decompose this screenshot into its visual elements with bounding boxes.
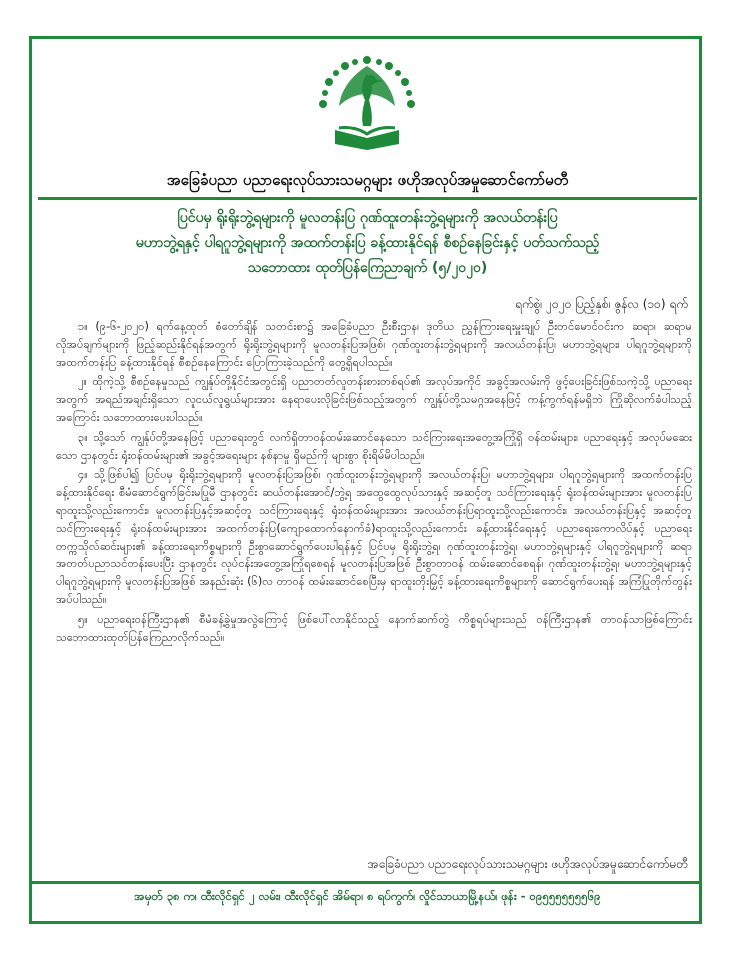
paragraph-1: ၁။ (၉-၆-၂၀၂၀) ရက်နေ့ထုတ် စံတော်ချိန် သတင်းစာ၌ အခြေခံပညာ ဦးစီးဌာန၊ ဒုတိယ ညွှန်ကြားရေးမှူးချုပ် ဦးတင်မောင်ဝင်းက ဆရာ၊ ဆရာမ လိုအပ်ချက်များကို ဖြည့်ဆည်းနိုင်ရန်အတွက် ရိုးရိုးဘွဲ့ရများကို မူလတန်းပြအဖြစ်၊ ဂုဏ်ထူးတန်းဘွဲ့ရများကို အလယ်တန်းပြ၊ မဟာဘွဲ့ရများ၊ ပါရဂူဘွဲ့ရများကို အထက်တန်းပြ ခန့်ထားနိုင်ရန် စီစဉ်နေကြောင်း ပြောကြားခဲ့သည်ကို တွေ့ရှိရပါသည်။ [56, 320, 692, 369]
title-line-2: မဟာဘွဲ့ရနှင့် ပါရဂူဘွဲ့ရများကို အထက်တန်းပြ ခန့်ထားနိုင်ရန် စီစဉ်နေခြင်းနှင့် ပတ်သက်သည့် [135, 235, 600, 251]
footer-divider [29, 881, 702, 884]
peacock-book-emblem-icon [311, 46, 423, 158]
title-line-3: သဘောထား ထုတ်ပြန်ကြေညာချက် (၅/၂၀၂၀) [247, 260, 488, 276]
paragraph-2: ၂။ ထိုကဲ့သို့ စီစဉ်နေမှုသည် ကျွန်ုပ်တို့နိုင်ငံအတွင်းရှိ ပညာတတ်လူတန်းစားတစ်ရပ်၏ အလုပ်အကိုင် အခွင့်အလမ်းကို ဖွင့်ပေးခြင်းဖြစ်သကဲ့သို့ ပညာရေးအတွက် အရည်အချင်းရှိသော လူငယ်လူရွယ်များအား နေရာပေးလိုခြင်းဖြစ်သည့်အတွက် ကျွန်ုပ်တို့သမဂ္ဂအနေဖြင့် ကန့်ကွက်ရန်မရှိဘဲ ကြိုဆိုလက်ခံပါသည့်အကြောင်း သဘောထားပေးပါသည်။ [56, 375, 692, 424]
paragraph-3: ၃။ သို့သော် ကျွန်ုပ်တို့အနေဖြင့် ပညာရေးတွင် လက်ရှိတာဝန်ထမ်းဆောင်နေသော သင်ကြားရေးအတွေ့အကြုံရှိ ဝန်ထမ်းများ၊ ပညာရေးနှင့် အလုပ်မဆေးသော ဌာနတွင်း ရုံးဝန်ထမ်းများ၏ အခွင့်အရေးများ နစ်နာမှု ရှိမည်ကို များစွာ စိုးရိမ်မိပါသည်။ [56, 430, 692, 462]
paragraph-5: ၅။ ပညာရေးဝန်ကြီးဌာန၏ စီမံခန့်ခွဲမှုအလွဲကြောင့် ဖြစ်ပေါ်လာနိုင်သည့် နောက်ဆက်တွဲ ကိစ္စရပ်များသည် ဝန်ကြီးဌာန၏ တာဝန်သာဖြစ်ကြောင်း သဘောထားထုတ်ပြန်ကြေညာလိုက်သည်။ [56, 612, 692, 644]
statement-date: ရက်စွဲ၊ ၂၀၂၀ ပြည့်နှစ်၊ ဇွန်လ (၁၀) ရက် [514, 297, 688, 311]
header-divider [38, 197, 697, 200]
title-line-1: ပြင်ပမှ ရိုးရိုးဘွဲ့ရများကို မူလတန်းပြ ဂုဏ်ထူးတန်းဘွဲ့ရများကို အလယ်တန်းပြ [177, 210, 558, 226]
statement-body [56, 318, 692, 648]
signature-organization: အခြေခံပညာ ပညာရေးလုပ်သားသမဂ္ဂများ ဖဟိုအလုပ်အမှုဆောင်ကော်မတီ [367, 857, 688, 871]
paragraph-4: ၄။ သို့ဖြစ်ပါ၍ ပြင်ပမှ ရိုးရိုးဘွဲ့ရများကို မူလတန်းပြအဖြစ်၊ ဂုဏ်ထူးတန်းဘွဲ့ရများကို အလယ်တန်းပြ၊ မဟာဘွဲ့ရများ၊ ပါရဂူဘွဲ့ရများကို အထက်တန်းပြ ခန့်ထားနိုင်ရေး စီမံဆောင်ရွက်ခြင်းမပြုမီ ဌာနတွင်း ဆယ်တန်းအောင်/ဘွဲ့ရ အထွေထွေလုပ်သားနှင့် အဆင့်တူ သင်ကြားရေးနှင့် ရုံးဝန်ထမ်းများအား မူလတန်းပြရာထူးသို့လည်းကောင်း၊ မူလတန်းပြနှင့်အဆင့်တူ သင်ကြားရေးနှင့် ရုံးဝန်ထမ်းများအား အလယ်တန်းပြရာထူးသို့လည်းကောင်း၊ အလယ်တန်းပြနှင့် အဆင့်တူ သင်ကြားရေးနှင့် ရုံးဝန်ထမ်းများအား အထက်တန်းပြ(ကျောထောက်နောက်ခံ)ရာထူးသို့လည်းကောင်း ခန့်ထားနိုင်ရေးနှင့် ပညာရေးကောလိပ်နှင့် ပညာရေးတက္ကသိုလ်ဆင်းများ၏ ခန့်ထားရေးကိစ္စများကို ဦးစွာဆောင်ရွက်ပေးပါရန်နှင့် ပြင်ပမှ ရိုးရိုးဘွဲ့ရ၊ ဂုဏ်ထူးတန်းဘွဲ့ရ၊ မဟာဘွဲ့ရများနှင့် ပါရဂူဘွဲ့ရများကို ဆရာ အတတ်ပညာသင်တန်းပေးပြီး ဌာနတွင်း လုပ်ငန်းအတွေ့အကြုံရစေရန် မူလတန်းပြအဖြစ် ဦးစွာတာဝန် ထမ်းဆောင်စေရန်၊ ဂုဏ်ထူးတန်းဘွဲ့ရ၊ မဟာဘွဲ့ရများနှင့် ပါရဂူဘွဲ့ရများကို မူလတန်းပြအဖြစ် အနည်းဆုံး (၆)လ တာဝန် ထမ်းဆောင်စေပြီးမှ ရာထူးတိုးမြှင့် ခန့်ထားရေးကိစ္စများကို ဆောင်ရွက်ပေးရန် အကြံပြုတိုက်တွန်းအပ်ပါသည်။ [56, 468, 692, 606]
organization-name: အခြေခံပညာ ပညာရေးလုပ်သားသမဂ္ဂများ ဖဟိုအလုပ်အမှုဆောင်ကော်မတီ [166, 171, 569, 189]
footer-address: အမှတ် ၃၈ က၊ ထီးလိုင်ရှင် ၂ လမ်း၊ ထီးလိုင်ရှင် အိမ်ရာ၊ ၈ ရပ်ကွက်၊ လှိုင်သာယာမြို့နယ်၊ ဖုန်း - ၀၉၅၅၅၅၅၅၅၆၉ [134, 889, 601, 903]
statement-title [44, 206, 691, 281]
